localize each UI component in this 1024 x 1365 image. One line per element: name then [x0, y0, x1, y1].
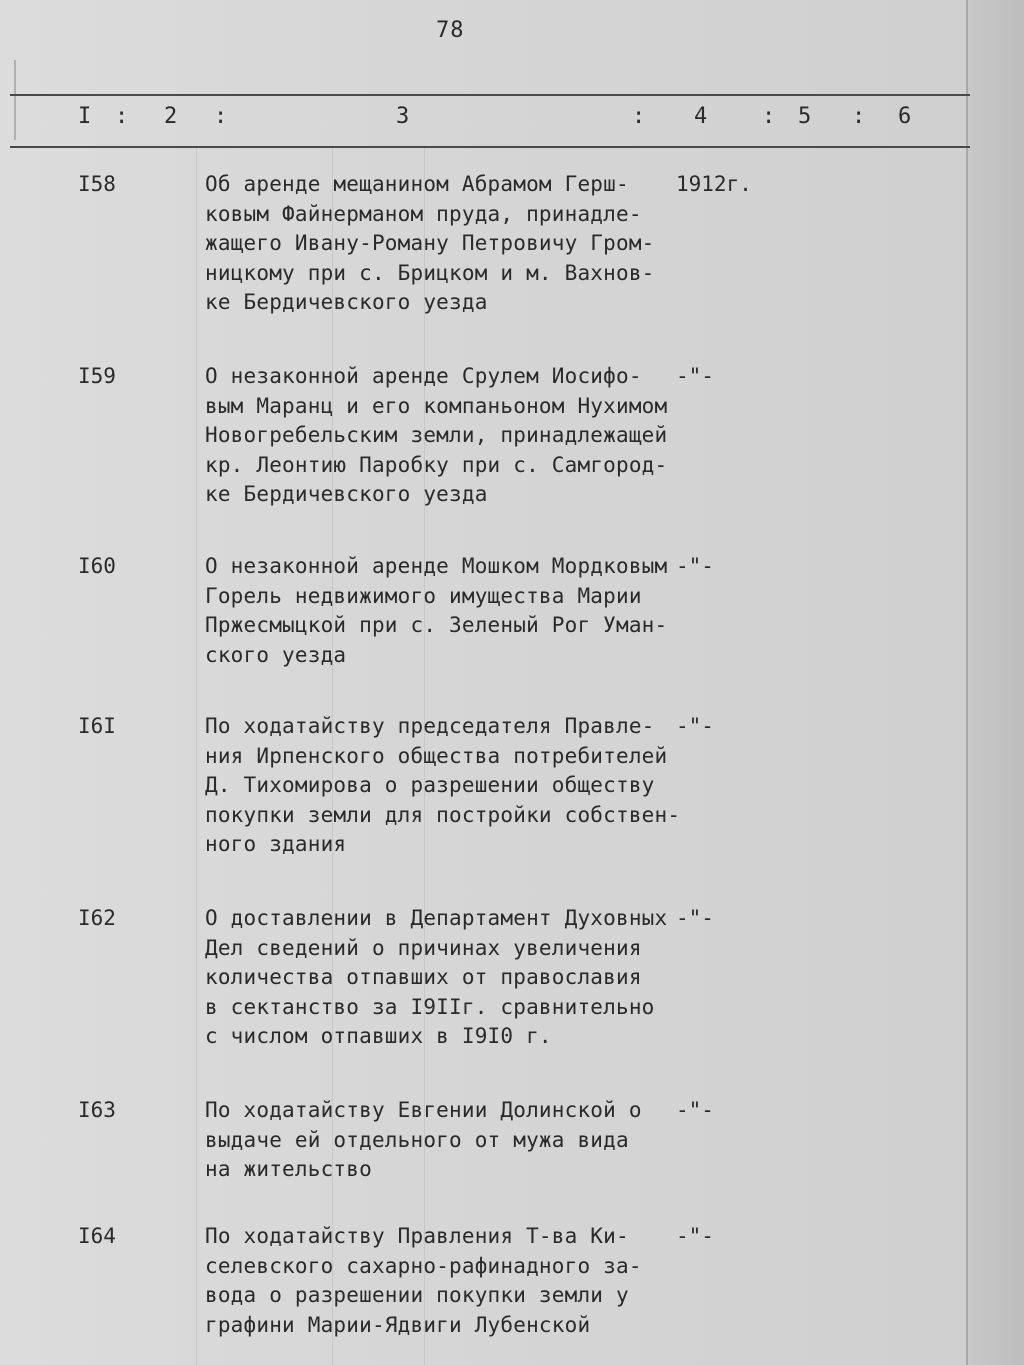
entry-number: I58: [78, 172, 116, 196]
header-rule-top: [10, 94, 970, 96]
entry-title: По ходатайству Евгении Долинской о выдаче ей отдельного от мужа вида на жительство: [205, 1098, 642, 1181]
header-col-6: 6: [898, 104, 912, 129]
header-col-2: 2: [164, 104, 178, 129]
entry-number: I59: [78, 364, 116, 388]
entry-date: -"-: [676, 1224, 714, 1248]
header-col-5: 5: [798, 104, 812, 129]
header-rule-bottom: [10, 146, 970, 148]
entry-title: О незаконной аренде Срулем Иосифо- вым Маранц и его компаньоном Нухимом Новогребельским земли, принадлежащей кр. Леонтию Паробку при с. Самгород- ке Бердичевского уезда: [205, 364, 668, 506]
faint-column-rule: [196, 148, 197, 1365]
entry-title: Об аренде мещанином Абрамом Герш- ковым Файнерманом пруда, принадле- жащего Ивану-Роману Петровичу Гром- ницкому при с. Брицком и м. Вахнов- ке Бердичевского уезда: [205, 172, 655, 314]
header-separator: :: [115, 104, 129, 129]
entry-date: -"-: [676, 554, 714, 578]
header-separator: :: [762, 104, 776, 129]
entry-number: I62: [78, 906, 116, 930]
header-col-4: 4: [694, 104, 708, 129]
page-number: 78: [436, 18, 465, 43]
entry-date: -"-: [676, 364, 714, 388]
entry-number: I63: [78, 1098, 116, 1122]
page-edge: [966, 0, 1024, 1365]
page-fold: [0, 60, 16, 140]
entry-date: 1912г.: [676, 172, 752, 196]
entry-date: -"-: [676, 714, 714, 738]
entry-number: I60: [78, 554, 116, 578]
entry-number: I6I: [78, 714, 116, 738]
entry-date: -"-: [676, 906, 714, 930]
entry-date: -"-: [676, 1098, 714, 1122]
entry-number: I64: [78, 1224, 116, 1248]
entry-title: По ходатайству председателя Правле- ния Ирпенского общества потребителей Д. Тихомирова о разрешении обществу покупки земли для постройки собствен- ного здания: [205, 714, 681, 856]
entry-title: По ходатайству Правления Т-ва Ки- селевского сахарно-рафинадного за- вода о разрешении покупки земли у графини Марии-Ядвиги Лубенской: [205, 1224, 642, 1337]
header-separator: :: [214, 104, 228, 129]
header-col-3: 3: [396, 104, 410, 129]
entry-title: О незаконной аренде Мошком Мордковым Горель недвижимого имущества Марии Пржесмыцкой при с. Зеленый Рог Уман- ского уезда: [205, 554, 668, 667]
header-separator: :: [632, 104, 646, 129]
header-separator: :: [852, 104, 866, 129]
header-col-1: I: [78, 104, 92, 129]
entry-title: О доставлении в Департамент Духовных Дел сведений о причинах увеличения количества отпавших от православия в сектанство за I9IIг. сравнительно с числом отпавших в I9I0 г.: [205, 906, 668, 1048]
